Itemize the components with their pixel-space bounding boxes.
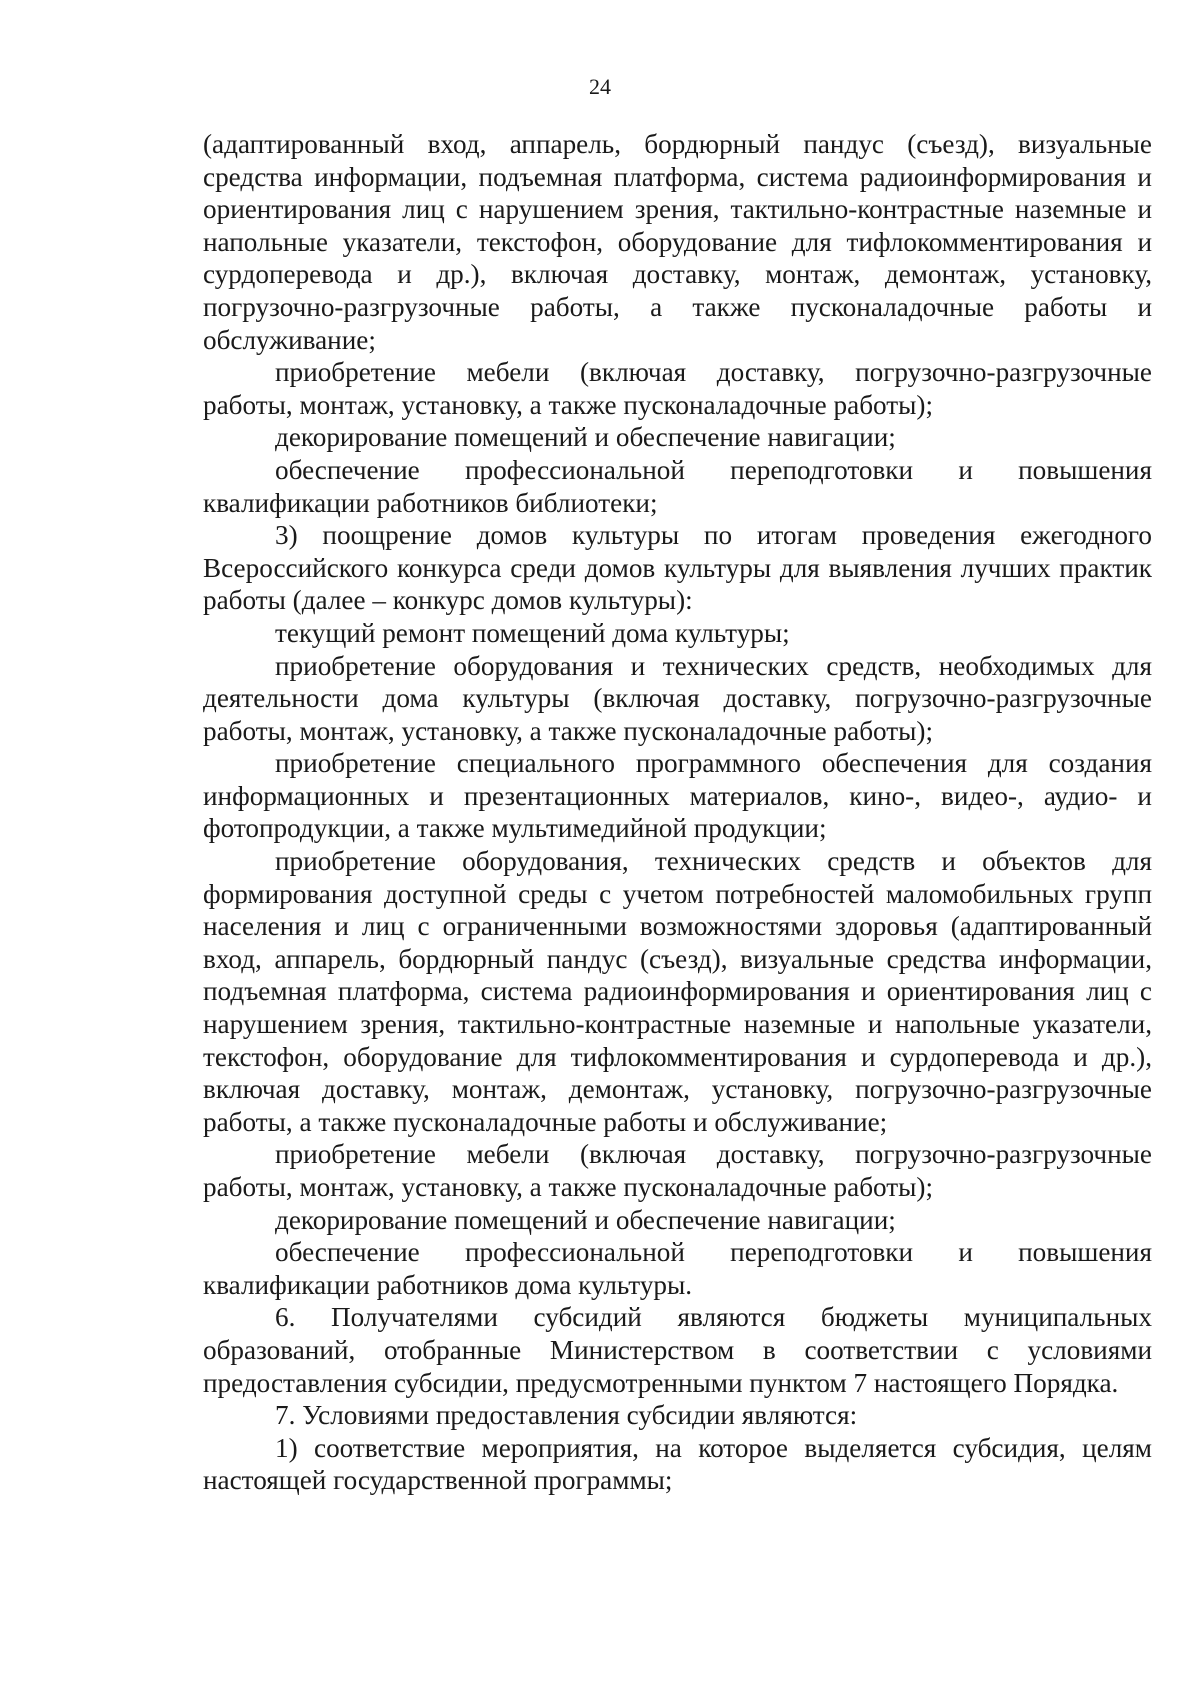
paragraph: приобретение оборудования и технических средств, необходимых для деятельности дома культуры (включая доставку, погрузочно-разгрузочные работы, монтаж, установку, а также пусконаладочные работы);: [203, 650, 1152, 746]
paragraph: 1) соответствие мероприятия, на которое выделяется субсидия, целям настоящей государственной программы;: [203, 1432, 1152, 1496]
paragraph: декорирование помещений и обеспечение навигации;: [275, 422, 896, 453]
paragraph: приобретение мебели (включая доставку, погрузочно-разгрузочные работы, монтаж, установку, а также пусконаладочные работы);: [203, 1139, 1152, 1202]
paragraph: декорирование помещений и обеспечение навигации;: [275, 1204, 896, 1235]
paragraph: приобретение специального программного обеспечения для создания информационных и презентационных материалов, кино-, видео-, аудио- и фотопродукции, а также мультимедийной продукции;: [203, 748, 1152, 844]
document-body: [203, 128, 1152, 1497]
page-number: 24: [589, 74, 611, 99]
paragraph: 6. Получателями субсидий являются бюджеты муниципальных образований, отобранные Министерством в соответствии с условиями предоставления субсидии, предусмотренными пунктом 7 настоящего Порядка.: [203, 1302, 1152, 1398]
paragraph: 7. Условиями предоставления субсидии являются:: [275, 1400, 858, 1431]
paragraph: приобретение оборудования, технических средств и объектов для формирования доступной среды с учетом потребностей маломобильных групп населения и лиц с ограниченными возможностями здоровья (адаптированный вход, аппарель, бордюрный пандус (съезд), визуальные средства информации, подъемная платформа, система радиоинформирования и ориентирования лиц с нарушением зрения, тактильно-контрастные наземные и напольные указатели, текстофон, оборудование для тифлокомментирования и сурдоперевода и др.), включая доставку, монтаж, демонтаж, установку, погрузочно-разгрузочные работы, а также пусконаладочные работы и обслуживание;: [203, 846, 1152, 1137]
paragraph: (адаптированный вход, аппарель, бордюрный пандус (съезд), визуальные средства информации, подъемная платформа, система радиоинформирования и ориентирования лиц с нарушением зрения, тактильно-контрастные наземные и напольные указатели, текстофон, оборудование для тифлокомментирования и сурдоперевода и др.), включая доставку, монтаж, демонтаж, установку, погрузочно-разгрузочные работы, а также пусконаладочные работы и обслуживание;: [203, 129, 1152, 355]
paragraph: 3) поощрение домов культуры по итогам проведения ежегодного Всероссийского конкурса среди домов культуры для выявления лучших практик работы (далее – конкурс домов культуры):: [203, 520, 1152, 616]
paragraph: текущий ремонт помещений дома культуры;: [275, 617, 790, 648]
paragraph: обеспечение профессиональной переподготовки и повышения квалификации работников библиотеки;: [203, 454, 1152, 518]
paragraph: приобретение мебели (включая доставку, погрузочно-разгрузочные работы, монтаж, установку, а также пусконаладочные работы);: [203, 357, 1152, 420]
paragraph: обеспечение профессиональной переподготовки и повышения квалификации работников дома культуры.: [203, 1237, 1152, 1300]
